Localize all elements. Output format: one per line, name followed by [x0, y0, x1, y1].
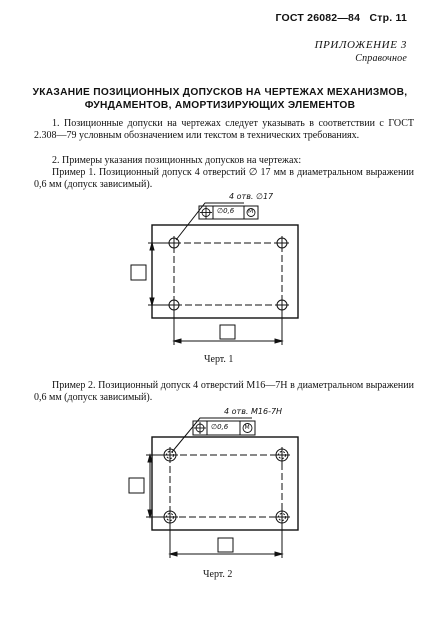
appendix-kind: Справочное — [355, 53, 407, 64]
paragraph-2: 2. Примеры указания позиционных допусков на чертежах: — [52, 155, 302, 166]
standard-number: ГОСТ 26082—84 — [275, 12, 361, 24]
figure-2-tolerance-value: ∅0,6 — [211, 423, 229, 431]
figure-2-modifier: M — [244, 424, 250, 431]
figure-2-hole — [274, 447, 290, 463]
figure-2-hole-pattern — [170, 455, 282, 517]
title-line-2: ФУНДАМЕНТОВ, АМОРТИЗИРУЮЩИХ ЭЛЕМЕНТОВ — [84, 100, 356, 111]
figure-1-hole-note: 4 отв. ∅17 — [229, 192, 274, 201]
figure-2-horizontal-dimension-box — [218, 538, 233, 552]
figure-2-vertical-dimension-box — [129, 478, 144, 493]
paragraph-1: 1. Позиционные допуски на чертежах следует указывать в соответствии с ГОСТ 2.308—79 условным обозначением или текстом в технических требованиях. — [34, 118, 414, 141]
figure-1-tolerance-value: ∅0,6 — [217, 207, 235, 215]
paragraph-3: Пример 1. Позиционный допуск 4 отверстий ∅ 17 мм в диаметральном выражении 0,6 мм (допуск зависимый). — [34, 167, 414, 190]
figure-1-modifier: M — [248, 208, 254, 215]
paragraph-4: Пример 2. Позиционный допуск 4 отверстий М16—7Н в диаметральном выражении 0,6 мм (допуск зависимый). — [34, 380, 414, 403]
page-number: Стр. 11 — [369, 12, 407, 24]
title-line-1: УКАЗАНИЕ ПОЗИЦИОННЫХ ДОПУСКОВ НА ЧЕРТЕЖАХ МЕХАНИЗМОВ, — [32, 87, 408, 98]
appendix-label: ПРИЛОЖЕНИЕ 3 — [314, 39, 407, 51]
figure-2-hole-note: 4 отв. М16-7Н — [224, 407, 283, 416]
figure-2-caption: Черт. 2 — [203, 569, 233, 580]
figure-1-caption: Черт. 1 — [204, 354, 234, 365]
